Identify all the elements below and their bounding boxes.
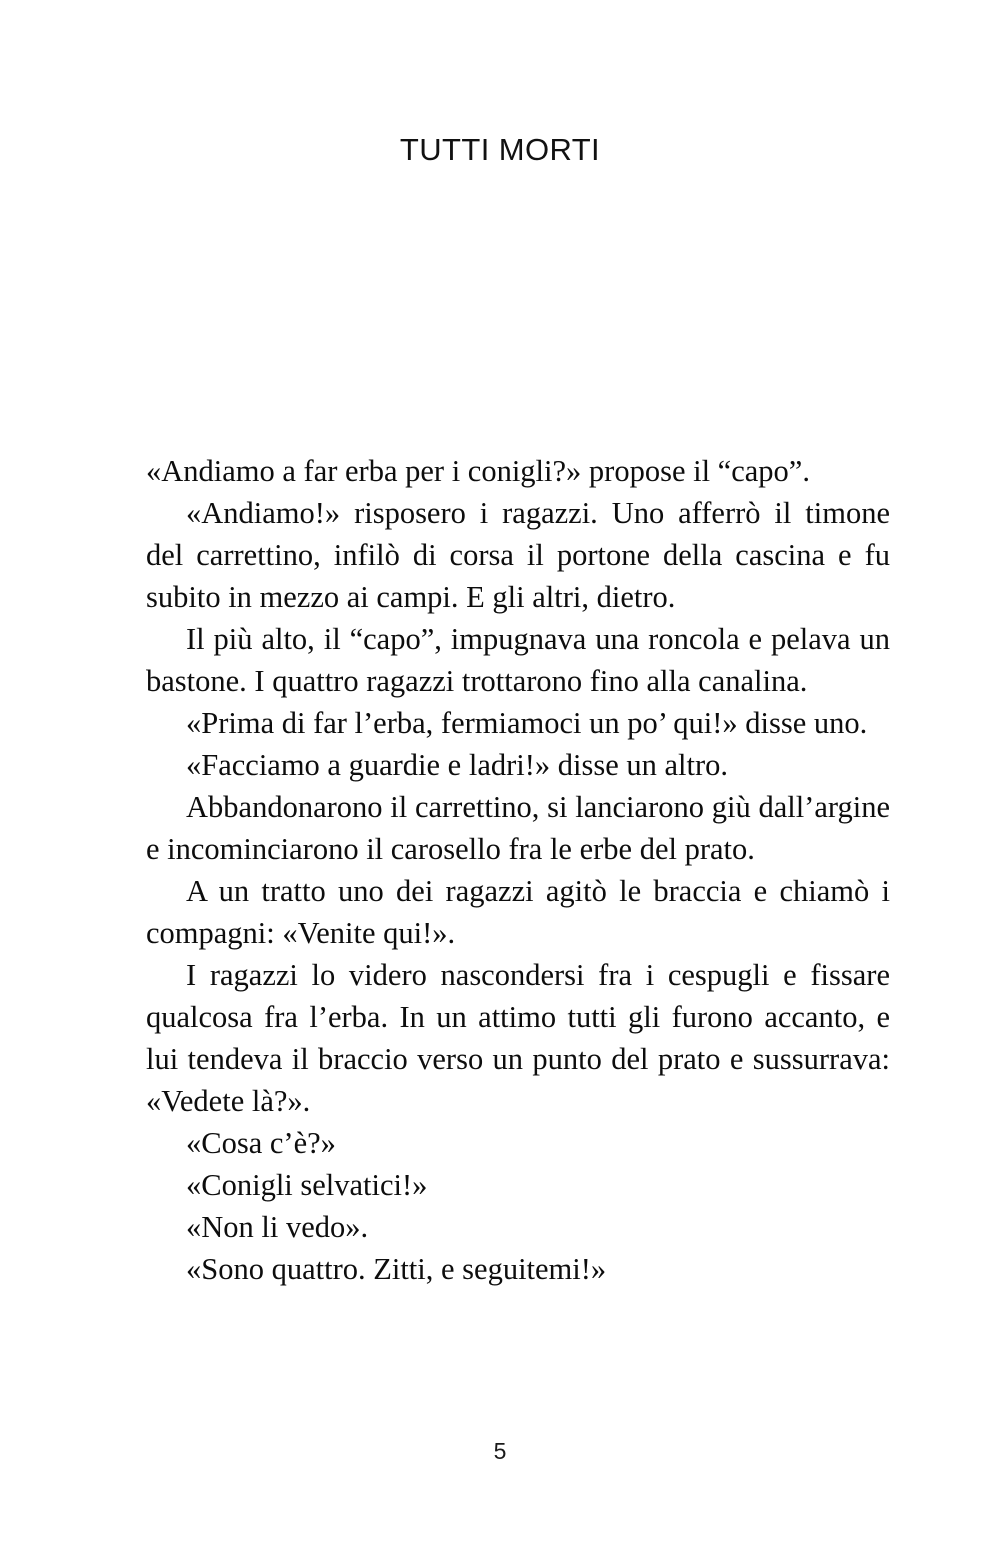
paragraph: Abbandonarono il carrettino, si lanciarono giù dall’argine e incominciarono il carosello fra le erbe del prato. bbox=[146, 790, 890, 866]
body-text-column bbox=[146, 450, 890, 1290]
paragraph: A un tratto uno dei ragazzi agitò le braccia e chiamò i compagni: «Venite qui!». bbox=[146, 874, 890, 950]
page-number: 5 bbox=[493, 1438, 507, 1464]
paragraph: Il più alto, il “capo”, impugnava una roncola e pelava un bastone. I quattro ragazzi trottarono fino alla canalina. bbox=[146, 622, 890, 698]
paragraph: «Facciamo a guardie e ladri!» disse un altro. bbox=[186, 748, 729, 782]
chapter-title: TUTTI MORTI bbox=[399, 132, 601, 167]
paragraph: «Non li vedo». bbox=[186, 1210, 369, 1244]
paragraph: «Conigli selvatici!» bbox=[186, 1168, 428, 1202]
paragraph: «Andiamo a far erba per i conigli?» propose il “capo”. bbox=[146, 454, 810, 488]
paragraph: «Andiamo!» risposero i ragazzi. Uno afferrò il timone del carrettino, infilò di corsa il portone della cascina e fu subito in mezzo ai campi. E gli altri, dietro. bbox=[146, 496, 890, 614]
paragraph: «Sono quattro. Zitti, e seguitemi!» bbox=[186, 1252, 607, 1286]
paragraph: I ragazzi lo videro nascondersi fra i cespugli e fissare qualcosa fra l’erba. In un attimo tutti gli furono accanto, e lui tendeva il braccio verso un punto del prato e sussurrava: «Vedete là?». bbox=[146, 958, 890, 1118]
paragraph: «Prima di far l’erba, fermiamoci un po’ qui!» disse uno. bbox=[186, 706, 868, 740]
paragraph: «Cosa c’è?» bbox=[186, 1126, 336, 1160]
